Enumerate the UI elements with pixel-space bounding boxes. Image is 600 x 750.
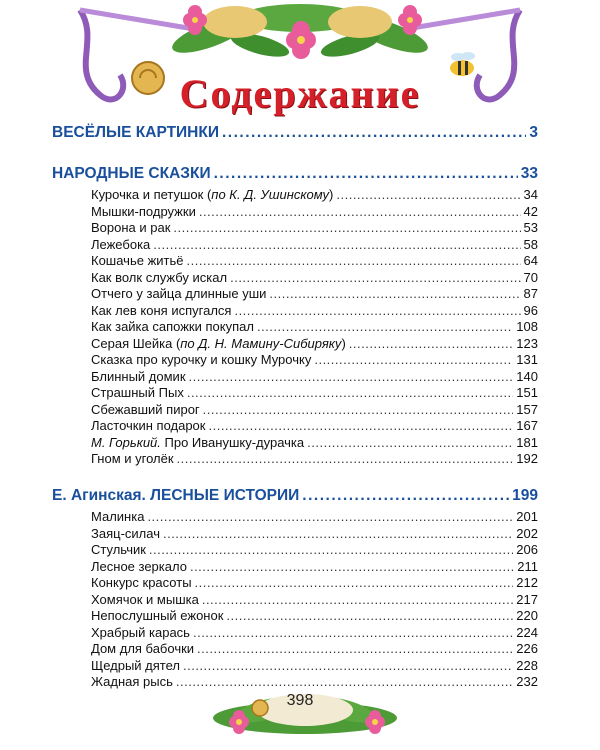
item-title: Как волк службу искал (91, 269, 228, 285)
item-page: 228 (516, 657, 538, 673)
section-title: Е. Агинская. ЛЕСНЫЕ ИСТОРИИ (52, 487, 300, 504)
dot-leader (189, 369, 514, 384)
toc-section[interactable] (52, 487, 538, 507)
toc-item[interactable] (91, 385, 538, 402)
item-page: 108 (516, 319, 538, 334)
item-page: 140 (516, 368, 538, 384)
toc-item[interactable] (91, 270, 538, 287)
toc-item[interactable] (91, 559, 538, 576)
item-title: Дом для бабочки (91, 641, 195, 656)
section-page: 3 (529, 124, 538, 141)
dot-leader (197, 641, 513, 656)
page-number: 398 (286, 692, 314, 709)
dot-leader (214, 165, 518, 183)
item-page: 131 (516, 352, 538, 367)
item-page: 206 (516, 542, 538, 557)
item-page: 58 (523, 236, 538, 252)
toc-item[interactable] (91, 451, 538, 468)
item-title: Как зайка сапожки покупал (91, 319, 254, 334)
dot-leader (257, 319, 513, 334)
item-title: Курочка и петушок (по К. Д. Ушинскому) (91, 187, 334, 202)
item-page: 201 (516, 509, 538, 524)
dot-leader (202, 592, 513, 607)
item-page: 211 (517, 558, 538, 574)
item-title: Отчего у зайца длинные уши (91, 286, 267, 301)
dot-leader (187, 385, 513, 400)
toc-item[interactable] (91, 575, 538, 592)
dot-leader (234, 303, 520, 318)
toc-item[interactable] (91, 542, 538, 559)
toc-item[interactable] (91, 286, 538, 303)
item-author-note: М. Горький. (91, 434, 161, 450)
item-title: Гном и уголёк (91, 451, 174, 466)
item-page: 181 (516, 434, 538, 450)
item-page: 151 (516, 385, 538, 400)
item-page: 224 (516, 624, 538, 640)
section-page: 199 (512, 487, 538, 504)
item-page: 123 (516, 335, 538, 351)
item-page: 96 (523, 302, 538, 318)
dot-leader (186, 253, 520, 268)
toc-item[interactable] (91, 641, 538, 658)
toc-item[interactable] (91, 608, 538, 625)
item-title: Как лев коня испугался (91, 302, 232, 318)
dot-leader (349, 336, 514, 351)
dot-leader (199, 204, 521, 219)
item-page: 217 (516, 591, 538, 607)
item-title: Хомячок и мышка (91, 591, 199, 607)
item-page: 192 (516, 451, 538, 466)
item-title: Заяц-силач (91, 525, 160, 541)
toc-item[interactable] (91, 658, 538, 675)
dot-leader (177, 451, 514, 466)
item-title: Лежебока (91, 236, 151, 252)
dot-leader (269, 286, 520, 301)
item-title: Щедрый дятел (91, 657, 180, 673)
toc-item[interactable] (91, 336, 538, 353)
toc-item[interactable] (91, 187, 538, 204)
section-title: ВЕСЁЛЫЕ КАРТИНКИ (52, 124, 219, 141)
item-page: 167 (516, 418, 538, 433)
dot-leader (183, 658, 513, 673)
toc-item[interactable] (91, 509, 538, 526)
dot-leader (190, 559, 514, 574)
item-author-note: по Д. Н. Мамину-Сибиряку (180, 335, 342, 351)
item-title: Кошачье житьё (91, 253, 184, 268)
dot-leader (336, 187, 520, 202)
item-title: Малинка (91, 509, 145, 524)
item-title: Сбежавший пирог (91, 401, 200, 417)
dot-leader (226, 608, 513, 623)
toc-item[interactable] (91, 220, 538, 237)
dot-leader (153, 237, 520, 252)
dot-leader (176, 674, 513, 689)
item-title: Мышки-подружки (91, 203, 196, 219)
item-page: 157 (516, 401, 538, 417)
item-page: 34 (523, 187, 538, 202)
toc-item[interactable] (91, 352, 538, 369)
item-title: Сказка про курочку и кошку Мурочку (91, 352, 312, 367)
item-page: 42 (523, 203, 538, 219)
toc-item[interactable] (91, 592, 538, 609)
toc-item[interactable] (91, 625, 538, 642)
dot-leader (193, 625, 513, 640)
dot-leader (163, 526, 513, 541)
toc-item[interactable] (91, 253, 538, 270)
dot-leader (230, 270, 520, 285)
dot-leader (307, 435, 513, 450)
dot-leader (302, 487, 509, 505)
dot-leader (149, 542, 513, 557)
page-title: Содержание (179, 71, 421, 116)
item-page: 220 (516, 608, 538, 623)
item-title: Лесное зеркало (91, 558, 187, 574)
toc-section[interactable] (52, 165, 538, 185)
item-title: Жадная рысь (91, 674, 173, 689)
item-page: 64 (523, 253, 538, 268)
dot-leader (314, 352, 513, 367)
toc-item[interactable] (91, 369, 538, 386)
item-page: 53 (523, 220, 538, 235)
item-page: 212 (516, 575, 538, 590)
dot-leader (208, 418, 513, 433)
toc-item[interactable] (91, 204, 538, 221)
item-title: Серая Шейка (по Д. Н. Мамину-Сибиряку) (91, 335, 346, 351)
item-title: Ворона и рак (91, 220, 171, 235)
toc-item[interactable] (91, 402, 538, 419)
item-page: 70 (523, 269, 538, 285)
dot-leader (222, 124, 526, 142)
item-page: 232 (516, 674, 538, 689)
item-page: 87 (523, 286, 538, 301)
toc-item[interactable] (91, 303, 538, 320)
toc-section[interactable] (52, 124, 538, 144)
dot-leader (203, 402, 514, 417)
item-title: Стульчик (91, 542, 146, 557)
dot-leader (147, 509, 513, 524)
item-title: М. Горький. Про Иванушку-дурачка (91, 434, 305, 450)
item-title: Ласточкин подарок (91, 418, 206, 433)
item-page: 202 (516, 525, 538, 541)
toc-item[interactable] (91, 526, 538, 543)
dot-leader (195, 575, 514, 590)
item-title: Конкурс красоты (91, 575, 192, 590)
toc-item[interactable] (91, 237, 538, 254)
item-author-note: по К. Д. Ушинскому (211, 187, 330, 202)
dot-leader (173, 220, 520, 235)
section-page: 33 (520, 165, 538, 182)
item-title: Храбрый карась (91, 624, 190, 640)
toc-item[interactable] (91, 319, 538, 336)
item-title: Страшный Пых (91, 385, 184, 400)
item-title: Непослушный ежонок (91, 608, 224, 623)
section-title: НАРОДНЫЕ СКАЗКИ (52, 165, 211, 182)
toc-item[interactable] (91, 418, 538, 435)
item-page: 226 (516, 641, 538, 656)
item-title: Блинный домик (91, 368, 186, 384)
toc-item[interactable] (91, 435, 538, 452)
